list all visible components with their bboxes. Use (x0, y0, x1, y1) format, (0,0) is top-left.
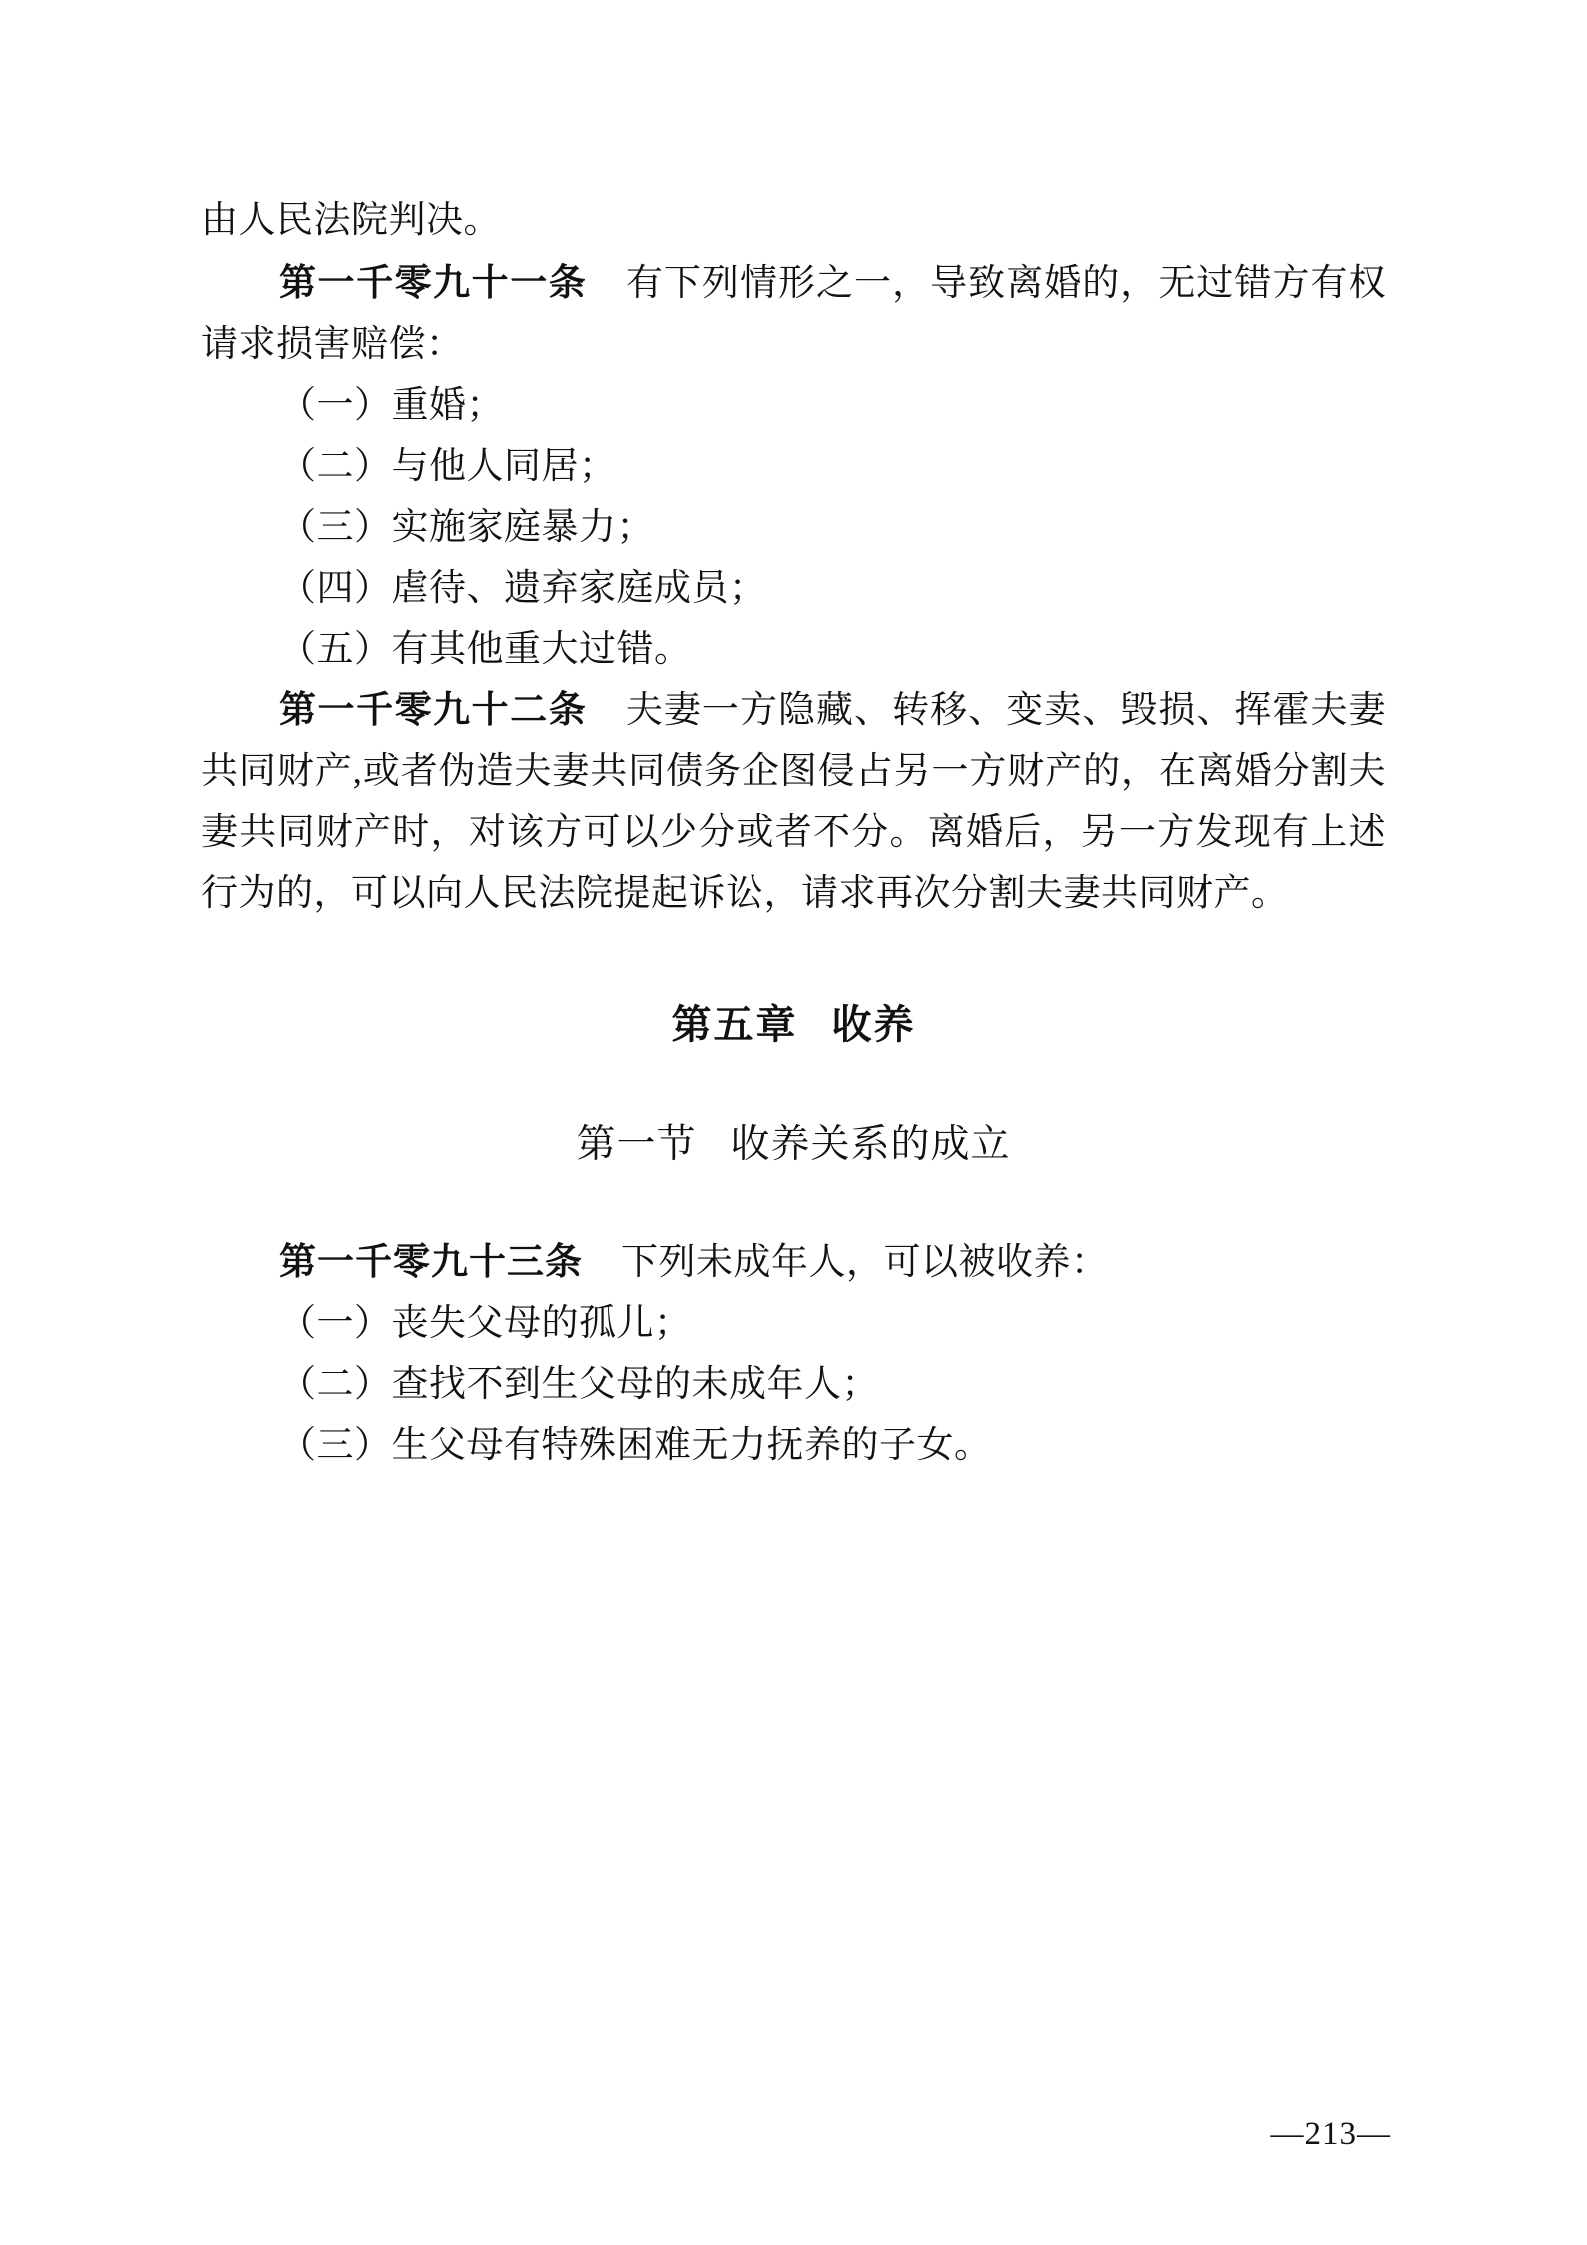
list-item: （一）重婚； (279, 385, 504, 426)
chapter-title: 收养 (831, 1002, 916, 1047)
article-1092-number: 第一千零九十二条 (279, 690, 588, 731)
list-item: （二）与他人同居； (279, 446, 617, 487)
list-item: （三）实施家庭暴力； (279, 507, 654, 548)
page-body (201, 190, 1386, 1476)
list-item: （四）虐待、遗弃家庭成员； (279, 568, 767, 609)
article-1092-text: 夫妻一方隐藏、转移、变卖、毁损、挥霍夫妻共同财产,或者伪造夫妻共同债务企图侵占另一方财产的，在离婚分割夫妻共同财产时，对该方可以少分或者不分。离婚后，另一方发现有上述行为的，可以向人民法院提起诉讼，请求再次分割夫妻共同财产。 (201, 690, 1387, 914)
article-1091-text: 有下列情形之一，导致离婚的，无过错方有权请求损害赔偿： (201, 263, 1387, 365)
section-title: 收养关系的成立 (730, 1123, 1011, 1166)
article-1093 (201, 1232, 1386, 1293)
section-heading (201, 1114, 1386, 1176)
chapter-label: 第五章 (671, 1002, 798, 1047)
article-1093-text: 下列未成年人，可以被收养： (621, 1242, 1109, 1283)
list-item: （五）有其他重大过错。 (279, 629, 692, 670)
article-1093-number: 第一千零九十三条 (279, 1242, 583, 1283)
list-item: （二）查找不到生父母的未成年人； (279, 1364, 879, 1405)
continuation-paragraph: 由人民法院判决。 (201, 200, 501, 241)
section-label: 第一节 (576, 1123, 697, 1166)
article-1091 (201, 253, 1386, 375)
list-item: （三）生父母有特殊困难无力抚养的子女。 (279, 1425, 992, 1466)
list-item: （一）丧失父母的孤儿； (279, 1303, 692, 1344)
article-1091-number: 第一千零九十一条 (279, 263, 588, 304)
article-1092 (201, 680, 1386, 924)
chapter-heading (201, 994, 1386, 1056)
page-number: —213— (1270, 2116, 1391, 2152)
